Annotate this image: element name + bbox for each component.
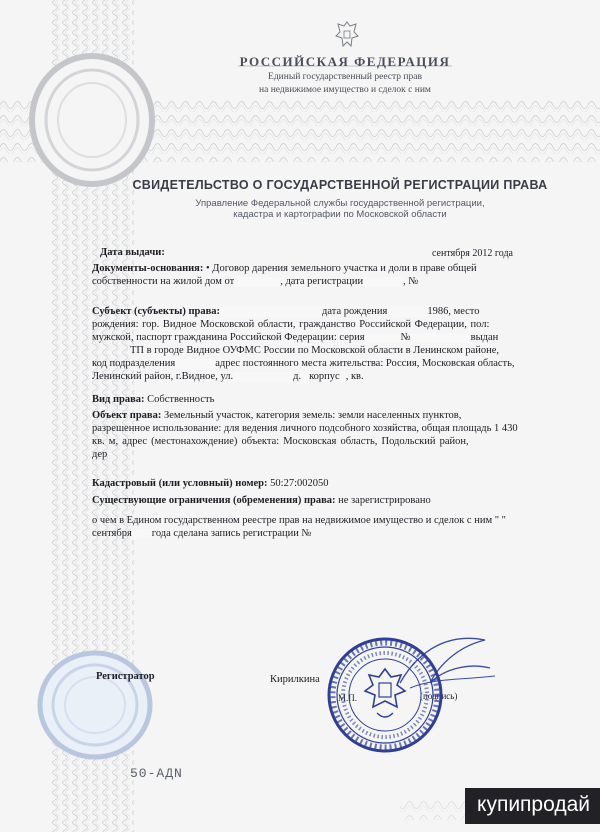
subject-line-5: код подразделения адрес постоянного места жительства: Россия, Московская область, xyxy=(92,358,515,369)
documents-line-1: Документы-основания: • Договор дарения земельного участка и доли в праве общей xyxy=(92,263,477,274)
documents-line-2: собственности на жилой дом от , дата регистрации , № xyxy=(92,276,419,287)
subject-line-6: Ленинский район, г.Видное, ул. д. корпус , кв. xyxy=(92,371,364,382)
object-line-4: дер xyxy=(92,449,108,460)
coat-of-arms-icon xyxy=(334,20,360,50)
subject-line-2: рождения: гор. Видное Московской области, гражданство Российской Федерации, пол: xyxy=(92,319,490,330)
registry-line-2: на недвижимое имущество и сделок с ним xyxy=(259,85,431,95)
object-line-3: кв. м, адрес (местонахождение) объекта: Московская область, Подольский район, xyxy=(92,436,469,447)
site-watermark: купипродай xyxy=(465,788,600,824)
registrar-label: Регистратор xyxy=(96,671,155,682)
signature-caption: (подпись) xyxy=(420,691,458,701)
issuer-line-1: Управление Федеральной службы государственной регистрации, xyxy=(195,198,485,209)
subject-line-4: ТП в городе Видное ОУФМС России по Московской области в Ленинском районе, xyxy=(130,345,500,356)
issue-date-label: Дата выдачи: xyxy=(100,247,165,258)
subject-line-3: мужской, паспорт гражданина Российской Федерации: серия № выдан xyxy=(92,332,499,343)
object-line-2: разрешенное использование: для ведения личного подсобного хозяйства, общая площадь 1 430 xyxy=(92,423,518,434)
record-line-1: о чем в Едином государственном реестре прав на недвижимое имущество и сделок с ним " " xyxy=(92,515,506,526)
registrar-name: Кирилкина xyxy=(270,674,320,685)
official-seal-stamp xyxy=(325,635,445,755)
subject-line-1: Субъект (субъекты) права: дата рождения 1986, место xyxy=(92,306,480,317)
seal-place-mark: М.П. xyxy=(338,693,358,703)
restrictions: Существующие ограничения (обременения) права: не зарегистрировано xyxy=(92,495,431,506)
registry-line-1: Единый государственный реестр прав xyxy=(268,72,422,82)
object-line-1: Объект права: Земельный участок, категория земель: земли населенных пунктов, xyxy=(92,410,462,421)
issue-date-value: сентября 2012 года xyxy=(432,248,513,259)
country-title: РОССИЙСКАЯ ФЕДЕРАЦИЯ xyxy=(239,54,451,69)
issuer xyxy=(150,198,530,220)
right-type: Вид права: Собственность xyxy=(92,394,215,405)
certificate-title: СВИДЕТЕЛЬСТВО О ГОСУДАРСТВЕННОЙ РЕГИСТРАЦИИ ПРАВА xyxy=(132,178,548,192)
form-serial-number: 50-АДN xyxy=(130,766,183,781)
issuer-line-2: кадастра и картографии по Московской области xyxy=(233,209,447,220)
record-line-2: сентября года сделана запись регистрации № xyxy=(92,528,312,539)
document-header xyxy=(180,54,510,96)
cadastral-number: Кадастровый (или условный) номер: 50:27:002050 xyxy=(92,478,329,489)
